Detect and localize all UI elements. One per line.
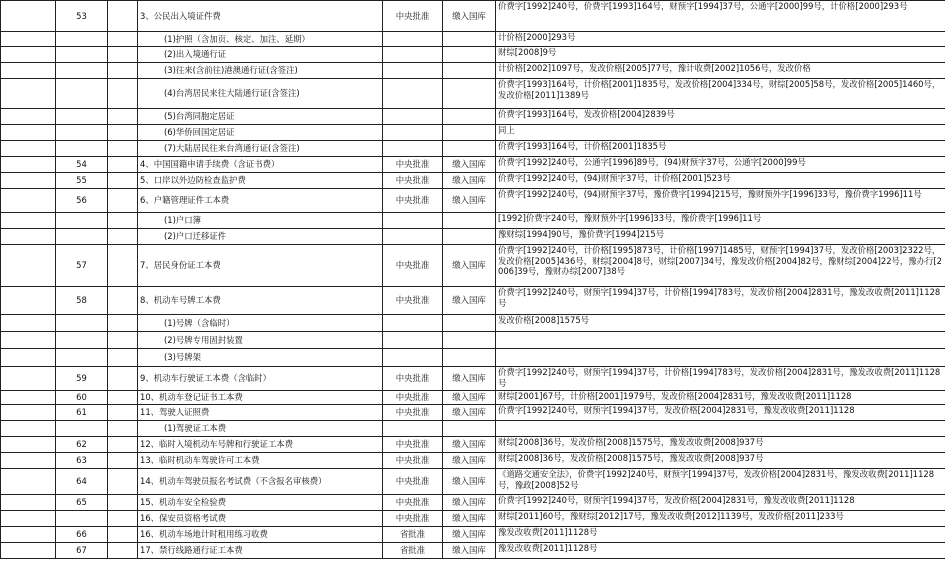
approval-authority: 中央批准 — [383, 437, 443, 453]
table-row — [1, 511, 945, 527]
blank-cell-b — [108, 173, 138, 189]
fee-table-body — [1, 1, 945, 559]
fee-item-name: (4)台湾居民来往大陆通行证(含签注) — [138, 79, 383, 109]
table-row — [1, 157, 945, 173]
legal-basis — [496, 349, 945, 367]
approval-authority: 中央批准 — [383, 1, 443, 32]
blank-cell-b — [108, 47, 138, 63]
legal-basis: 计价格[2000]293号 — [496, 32, 945, 47]
blank-cell-a — [1, 141, 56, 157]
row-number — [56, 32, 108, 47]
row-number — [56, 349, 108, 367]
blank-cell-a — [1, 125, 56, 141]
table-row — [1, 453, 945, 469]
blank-cell-b — [108, 109, 138, 125]
legal-basis: 《道路交通安全法》，价费字[1992]240号，财预字[1994]37号，发改价格[2004]2831号，豫发改收费[2011]1128号，豫政[2008]52号 — [496, 469, 945, 495]
legal-basis: 价费字[1992]240号，财预字[1994]37号，计价格[1994]783号，发改价格[2004]2831号，豫发改收费[2011]1128号 — [496, 367, 945, 391]
table-row — [1, 109, 945, 125]
row-number: 56 — [56, 189, 108, 213]
approval-authority — [383, 332, 443, 349]
blank-cell-b — [108, 189, 138, 213]
blank-cell-a — [1, 189, 56, 213]
approval-authority — [383, 32, 443, 47]
fee-item-name: 4、中国国籍申请手续费（含证书费） — [138, 157, 383, 173]
fee-item-name: 10、机动车登记证书工本费 — [138, 391, 383, 405]
table-row — [1, 47, 945, 63]
blank-cell-a — [1, 469, 56, 495]
legal-basis: 价费字[1992]240号，(94)财预字37号，豫价费字[1994]215号，豫财预外字[1996]33号，豫价费字1996]11号 — [496, 189, 945, 213]
revenue-destination — [443, 332, 496, 349]
legal-basis: 财综[2008]36号，发改价格[2008]1575号，豫发改收费[2008]937号 — [496, 437, 945, 453]
blank-cell-b — [108, 543, 138, 559]
revenue-destination: 缴入国库 — [443, 287, 496, 315]
row-number: 65 — [56, 495, 108, 511]
row-number: 61 — [56, 405, 108, 421]
row-number: 54 — [56, 157, 108, 173]
approval-authority — [383, 63, 443, 79]
blank-cell-a — [1, 63, 56, 79]
approval-authority: 中央批准 — [383, 511, 443, 527]
blank-cell-a — [1, 543, 56, 559]
blank-cell-a — [1, 511, 56, 527]
row-number: 67 — [56, 543, 108, 559]
revenue-destination — [443, 213, 496, 229]
blank-cell-a — [1, 495, 56, 511]
fee-item-name: (6)华侨回国定居证 — [138, 125, 383, 141]
blank-cell-b — [108, 315, 138, 332]
blank-cell-a — [1, 527, 56, 543]
revenue-destination: 缴入国库 — [443, 173, 496, 189]
blank-cell-b — [108, 32, 138, 47]
revenue-destination — [443, 349, 496, 367]
revenue-destination: 缴入国库 — [443, 453, 496, 469]
blank-cell-b — [108, 527, 138, 543]
row-number: 63 — [56, 453, 108, 469]
blank-cell-a — [1, 1, 56, 32]
legal-basis: 价费字[1992]240号，财预字[1994]37号，发改价格[2004]2831号，豫发改收费[2011]1128 — [496, 405, 945, 421]
table-row — [1, 141, 945, 157]
approval-authority: 中央批准 — [383, 173, 443, 189]
table-row — [1, 543, 945, 559]
blank-cell-a — [1, 437, 56, 453]
legal-basis — [496, 332, 945, 349]
legal-basis: 豫发改收费[2011]1128号 — [496, 543, 945, 559]
revenue-destination — [443, 315, 496, 332]
blank-cell-b — [108, 453, 138, 469]
row-number — [56, 229, 108, 245]
table-row — [1, 213, 945, 229]
legal-basis: 价费字[1992]240号，(94)财预字37号，计价格[2001]523号 — [496, 173, 945, 189]
revenue-destination — [443, 229, 496, 245]
revenue-destination — [443, 47, 496, 63]
approval-authority — [383, 349, 443, 367]
row-number: 57 — [56, 245, 108, 287]
fee-item-name: (2)户口迁移证件 — [138, 229, 383, 245]
blank-cell-a — [1, 367, 56, 391]
fee-item-name: (1)护照（含加页、核定、加注、延期） — [138, 32, 383, 47]
revenue-destination: 缴入国库 — [443, 437, 496, 453]
row-number — [56, 332, 108, 349]
legal-basis: 财综[2008]9号 — [496, 47, 945, 63]
legal-basis: 价费字[1993]164号，计价格[2001]1835号 — [496, 141, 945, 157]
fee-item-name: 9、机动车行驶证工本费（含临时） — [138, 367, 383, 391]
legal-basis: 价费字[1992]240号，财预字[1994]37号，发改价格[2004]2831号，豫发改收费[2011]1128 — [496, 495, 945, 511]
revenue-destination: 缴入国库 — [443, 391, 496, 405]
fee-item-name: (3)往来(含前往)港澳通行证(含签注) — [138, 63, 383, 79]
approval-authority — [383, 109, 443, 125]
revenue-destination — [443, 63, 496, 79]
row-number — [56, 315, 108, 332]
blank-cell-b — [108, 141, 138, 157]
approval-authority — [383, 315, 443, 332]
table-row — [1, 332, 945, 349]
row-number: 60 — [56, 391, 108, 405]
table-row — [1, 391, 945, 405]
blank-cell-a — [1, 79, 56, 109]
table-row — [1, 287, 945, 315]
blank-cell-b — [108, 349, 138, 367]
row-number: 58 — [56, 287, 108, 315]
blank-cell-a — [1, 287, 56, 315]
blank-cell-a — [1, 245, 56, 287]
approval-authority — [383, 125, 443, 141]
table-row — [1, 63, 945, 79]
row-number — [56, 511, 108, 527]
approval-authority: 中央批准 — [383, 405, 443, 421]
row-number — [56, 125, 108, 141]
revenue-destination: 缴入国库 — [443, 189, 496, 213]
blank-cell-a — [1, 315, 56, 332]
blank-cell-b — [108, 391, 138, 405]
blank-cell-b — [108, 245, 138, 287]
revenue-destination — [443, 32, 496, 47]
row-number: 66 — [56, 527, 108, 543]
blank-cell-b — [108, 469, 138, 495]
fee-item-name: 6、户籍管理证件工本费 — [138, 189, 383, 213]
revenue-destination: 缴入国库 — [443, 527, 496, 543]
approval-authority: 中央批准 — [383, 245, 443, 287]
blank-cell-a — [1, 453, 56, 469]
table-row — [1, 245, 945, 287]
legal-basis: 同上 — [496, 125, 945, 141]
fee-item-name: 8、机动车号牌工本费 — [138, 287, 383, 315]
approval-authority: 中央批准 — [383, 391, 443, 405]
fee-item-name: 15、机动车安全检验费 — [138, 495, 383, 511]
fee-item-name: 16、机动车场地计时租用练习收费 — [138, 527, 383, 543]
revenue-destination: 缴入国库 — [443, 157, 496, 173]
revenue-destination — [443, 79, 496, 109]
table-row — [1, 469, 945, 495]
blank-cell-b — [108, 421, 138, 437]
approval-authority: 中央批准 — [383, 453, 443, 469]
fee-item-name: (2)出入境通行证 — [138, 47, 383, 63]
blank-cell-a — [1, 109, 56, 125]
legal-basis: 财综[2011]60号，豫财综[2012]17号，豫发改收费[2012]1139号，发改价格[2011]233号 — [496, 511, 945, 527]
table-row — [1, 1, 945, 32]
approval-authority — [383, 47, 443, 63]
revenue-destination: 缴入国库 — [443, 367, 496, 391]
fee-item-name: 16、保安员资格考试费 — [138, 511, 383, 527]
approval-authority: 中央批准 — [383, 189, 443, 213]
legal-basis: 价费字[1993]164号，计价格[2001]1835号，发改价格[2004]334号，财综[2005]58号，发改价格[2005]1460号，发改价格[2011]1389号 — [496, 79, 945, 109]
fee-item-name: (1)户口簿 — [138, 213, 383, 229]
approval-authority — [383, 421, 443, 437]
approval-authority: 中央批准 — [383, 367, 443, 391]
table-row — [1, 79, 945, 109]
fee-item-name: (1)号牌（含临时） — [138, 315, 383, 332]
row-number — [56, 141, 108, 157]
revenue-destination — [443, 141, 496, 157]
row-number — [56, 213, 108, 229]
blank-cell-b — [108, 157, 138, 173]
legal-basis: 价费字[1992]240号，公通字[1996]89号，(94)财预字37号，公通字[2000]99号 — [496, 157, 945, 173]
revenue-destination: 缴入国库 — [443, 469, 496, 495]
revenue-destination — [443, 125, 496, 141]
row-number — [56, 79, 108, 109]
legal-basis: 发改价格[2008]1575号 — [496, 315, 945, 332]
blank-cell-a — [1, 405, 56, 421]
approval-authority — [383, 229, 443, 245]
blank-cell-b — [108, 332, 138, 349]
legal-basis — [496, 421, 945, 437]
blank-cell-b — [108, 79, 138, 109]
row-number — [56, 109, 108, 125]
fee-item-name: 14、机动车驾驶员报名考试费（不含报名审核费） — [138, 469, 383, 495]
legal-basis: 价费字[1992]240号，财预字[1994]37号，计价格[1994]783号，发改价格[2004]2831号，豫发改收费[2011]1128号 — [496, 287, 945, 315]
blank-cell-b — [108, 125, 138, 141]
table-row — [1, 527, 945, 543]
legal-basis: 计价格[2002]1097号，发改价格[2005]77号，豫计收费[2002]1056号，发改价格 — [496, 63, 945, 79]
blank-cell-b — [108, 495, 138, 511]
table-row — [1, 125, 945, 141]
approval-authority — [383, 141, 443, 157]
fee-item-name: (7)大陆居民往来台湾通行证(含签注) — [138, 141, 383, 157]
blank-cell-a — [1, 213, 56, 229]
blank-cell-a — [1, 332, 56, 349]
revenue-destination — [443, 421, 496, 437]
table-row — [1, 405, 945, 421]
approval-authority: 中央批准 — [383, 287, 443, 315]
revenue-destination — [443, 109, 496, 125]
blank-cell-a — [1, 391, 56, 405]
legal-basis: 财综[2008]36号，发改价格[2008]1575号，豫发改收费[2008]937号 — [496, 453, 945, 469]
legal-basis: 财综[2001]67号，计价格[2001]1979号，发改价格[2004]2831号，豫发改收费[2011]1128 — [496, 391, 945, 405]
revenue-destination: 缴入国库 — [443, 245, 496, 287]
revenue-destination: 缴入国库 — [443, 543, 496, 559]
revenue-destination: 缴入国库 — [443, 511, 496, 527]
blank-cell-a — [1, 157, 56, 173]
fee-item-name: 13、临时机动车驾驶许可工本费 — [138, 453, 383, 469]
blank-cell-a — [1, 229, 56, 245]
legal-basis: 价费字[1992]240号，计价格[1995]873号，计价格[1997]1485号，财预字[1994]37号，发改价格[2003]2322号，发改价格[2005]436号，财综[2004]8号，财综[2007]34号，豫发改价格[2004]82号，豫财综[2004]22号，豫办行[2006]39号，豫财办综[2007]38号 — [496, 245, 945, 287]
table-row — [1, 315, 945, 332]
legal-basis: [1992]价费字240号，豫财预外字[1996]33号，豫价费字[1996]11号 — [496, 213, 945, 229]
table-row — [1, 229, 945, 245]
blank-cell-a — [1, 32, 56, 47]
approval-authority: 省批准 — [383, 543, 443, 559]
blank-cell-b — [108, 367, 138, 391]
table-row — [1, 32, 945, 47]
blank-cell-b — [108, 1, 138, 32]
fee-item-name: 12、临时入境机动车号牌和行驶证工本费 — [138, 437, 383, 453]
row-number: 53 — [56, 1, 108, 32]
blank-cell-a — [1, 421, 56, 437]
blank-cell-b — [108, 405, 138, 421]
table-row — [1, 349, 945, 367]
revenue-destination: 缴入国库 — [443, 405, 496, 421]
table-row — [1, 421, 945, 437]
fee-item-name: 5、口岸以外边防检查监护费 — [138, 173, 383, 189]
row-number — [56, 421, 108, 437]
table-row — [1, 437, 945, 453]
fee-item-name: 17、禁行线路通行证工本费 — [138, 543, 383, 559]
blank-cell-a — [1, 349, 56, 367]
fee-item-name: (5)台湾同胞定居证 — [138, 109, 383, 125]
row-number: 64 — [56, 469, 108, 495]
row-number: 59 — [56, 367, 108, 391]
row-number: 62 — [56, 437, 108, 453]
blank-cell-a — [1, 47, 56, 63]
fee-item-name: 11、驾驶人证照费 — [138, 405, 383, 421]
blank-cell-b — [108, 511, 138, 527]
approval-authority — [383, 213, 443, 229]
legal-basis: 豫财综[1994]90号，豫价费字[1994]215号 — [496, 229, 945, 245]
approval-authority: 中央批准 — [383, 469, 443, 495]
fee-item-name: (2)号牌专用固封装置 — [138, 332, 383, 349]
row-number — [56, 63, 108, 79]
fee-item-name: (1)驾驶证工本费 — [138, 421, 383, 437]
blank-cell-b — [108, 229, 138, 245]
fee-item-name: 7、居民身份证工本费 — [138, 245, 383, 287]
approval-authority: 中央批准 — [383, 495, 443, 511]
table-row — [1, 173, 945, 189]
legal-basis: 价费字[1993]164号，发改价格[2004]2839号 — [496, 109, 945, 125]
approval-authority — [383, 79, 443, 109]
table-row — [1, 495, 945, 511]
legal-basis: 价费字[1992]240号，价费字[1993]164号，财预字[1994]37号，公通字[2000]99号，计价格[2000]293号 — [496, 1, 945, 32]
blank-cell-a — [1, 173, 56, 189]
approval-authority: 中央批准 — [383, 157, 443, 173]
row-number — [56, 47, 108, 63]
revenue-destination: 缴入国库 — [443, 495, 496, 511]
legal-basis: 豫发改收费[2011]1128号 — [496, 527, 945, 543]
table-row — [1, 189, 945, 213]
blank-cell-b — [108, 287, 138, 315]
fee-item-name: 3、公民出入境证件费 — [138, 1, 383, 32]
row-number: 55 — [56, 173, 108, 189]
revenue-destination: 缴入国库 — [443, 1, 496, 32]
approval-authority: 省批准 — [383, 527, 443, 543]
blank-cell-b — [108, 63, 138, 79]
blank-cell-b — [108, 437, 138, 453]
table-row — [1, 367, 945, 391]
blank-cell-b — [108, 213, 138, 229]
fee-item-name: (3)号牌架 — [138, 349, 383, 367]
